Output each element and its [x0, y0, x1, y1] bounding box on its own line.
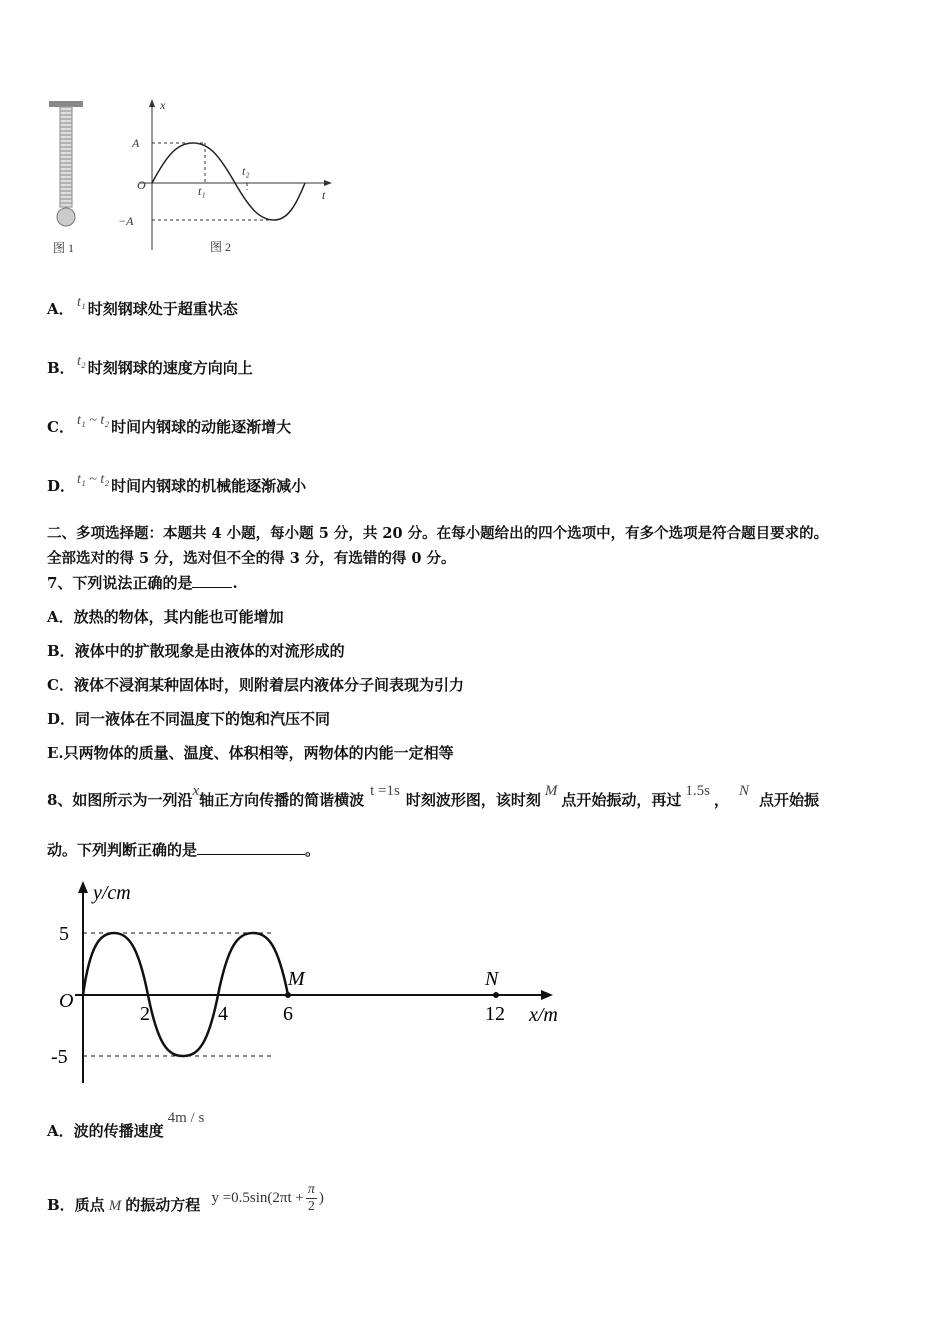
figure-1-label: 图 1 [53, 241, 75, 255]
option-text: 时刻钢球处于超重状态 [87, 300, 238, 318]
q8-optB-math-M: M [108, 1197, 122, 1214]
figure-1 [45, 95, 95, 260]
spring-support [49, 101, 83, 107]
q6-option-b[interactable] [47, 354, 253, 378]
wave-y-neg: -5 [51, 1046, 68, 1068]
option-letter: B． [47, 359, 75, 377]
wave-tick-2: 2 [140, 1003, 150, 1025]
q6-option-c[interactable] [47, 413, 292, 437]
formula-main: y =0.5sin(2πt + [211, 1189, 304, 1206]
q8-part3: 时刻波形图，该时刻 [405, 791, 541, 809]
wave-point-M: M [288, 968, 305, 990]
q8-option-b[interactable] [47, 1182, 324, 1223]
wave-tick-4: 4 [218, 1003, 228, 1025]
figure-2 [110, 95, 340, 260]
q8-part1: 8、如图所示为一列沿 [47, 791, 193, 809]
t1-label: t₁ [198, 184, 206, 198]
option-text: 时刻钢球的速度方向向上 [87, 359, 253, 377]
wave-xlabel: x/m [529, 1004, 558, 1026]
q8-optB-text1: B．质点 [47, 1195, 105, 1214]
option-letter: D． [47, 477, 76, 495]
amp-neg-label: −A [118, 214, 134, 228]
wave-tick-12: 12 [485, 1003, 505, 1025]
option-text: 时间内钢球的动能逐渐增大 [111, 418, 292, 436]
fraction-numerator: π [307, 1182, 315, 1197]
q8-line2-text: 动。下列判断正确的是 [47, 841, 198, 859]
q6-option-d[interactable] [47, 472, 307, 496]
q8-line2-end: 。 [305, 841, 321, 859]
wave-y-pos: 5 [59, 923, 69, 945]
axis-t-label: t [322, 188, 326, 202]
fraction-denominator: 2 [307, 1199, 315, 1214]
q8-math-t: t =1s [370, 783, 400, 799]
wave-ylabel: y/cm [93, 882, 131, 904]
q8-part2: 轴正方向传播的简谐横波 [199, 791, 365, 809]
option-letter: C． [47, 418, 74, 436]
q6-option-a[interactable] [47, 295, 238, 319]
figure-2-label: 图 2 [210, 240, 232, 254]
option-math: t₁ ~ t₂ [77, 413, 110, 428]
axis-t-arrow [324, 180, 332, 186]
wave-tick-6: 6 [283, 1003, 293, 1025]
wave-point-N: N [485, 968, 499, 990]
wave-origin: O [59, 990, 74, 1012]
q8-optA-math: 4m / s [167, 1110, 205, 1126]
q8-optB-formula [211, 1182, 324, 1214]
q8-stem-line2 [47, 839, 320, 860]
q8-math-time: 1.5s [685, 783, 710, 799]
q8-part4: 点开始振动，再过 [561, 791, 682, 809]
option-letter: A． [47, 300, 74, 318]
axis-x-label: x [160, 98, 166, 112]
q7-option-c[interactable]: C．液体不浸润某种固体时，则附着层内液体分子间表现为引力 [47, 676, 464, 694]
q8-optA-text: A．波的传播速度 [47, 1122, 164, 1140]
q7-option-e[interactable]: E.只两物体的质量、温度、体积相等，两物体的内能一定相等 [47, 744, 454, 762]
t2-label: t₂ [242, 164, 250, 178]
point-M-dot [285, 992, 291, 998]
point-N-dot [493, 992, 499, 998]
q7-stem-end: . [232, 574, 238, 592]
section2-line2: 全部选对的得 5 分，选对但不全的得 3 分，有选错的得 0 分。 [47, 550, 456, 567]
q8-part6: 点开始振 [759, 791, 820, 809]
option-math: t₂ [77, 354, 86, 369]
formula-fraction [306, 1182, 317, 1215]
q8-stem-line1 [47, 783, 820, 810]
q7-option-b[interactable]: B．液体中的扩散现象是由液体的对流形成的 [47, 642, 345, 660]
option-math: t₁ [77, 295, 86, 310]
option-text: 时间内钢球的机械能逐渐减小 [111, 477, 307, 495]
wave-y-arrow [78, 881, 88, 893]
wave-x-arrow [541, 990, 553, 1000]
q8-math-x: x [192, 783, 200, 799]
q7-blank[interactable] [192, 573, 232, 588]
option-math: t₁ ~ t₂ [77, 472, 110, 487]
q8-blank[interactable] [197, 840, 305, 855]
q7-stem-text: 7、下列说法正确的是 [47, 574, 193, 592]
q7-option-a[interactable]: A．放热的物体，其内能也可能增加 [47, 608, 284, 626]
q8-option-a[interactable] [47, 1110, 205, 1141]
q8-part5: ， [713, 791, 729, 809]
axis-x-arrow [149, 99, 155, 107]
amp-pos-label: A [132, 136, 140, 150]
wave-graph [45, 875, 575, 1090]
q8-optB-text2: 的振动方程 [125, 1195, 201, 1214]
steel-ball [57, 208, 75, 226]
q7-stem [47, 572, 238, 593]
q7-option-d[interactable]: D．同一液体在不同温度下的饱和汽压不同 [47, 710, 331, 728]
origin-label: O [137, 178, 146, 192]
section2-line1: 二、多项选择题：本题共 4 小题，每小题 5 分，共 20 分。在每小题给出的四个选项中，有多个选项是符合题目要求的。 [47, 525, 829, 542]
q8-math-M: M [544, 783, 558, 799]
displacement-curve [152, 143, 305, 220]
q8-math-N: N [739, 783, 750, 799]
spring-coils [60, 107, 72, 207]
formula-close: ) [318, 1189, 324, 1206]
